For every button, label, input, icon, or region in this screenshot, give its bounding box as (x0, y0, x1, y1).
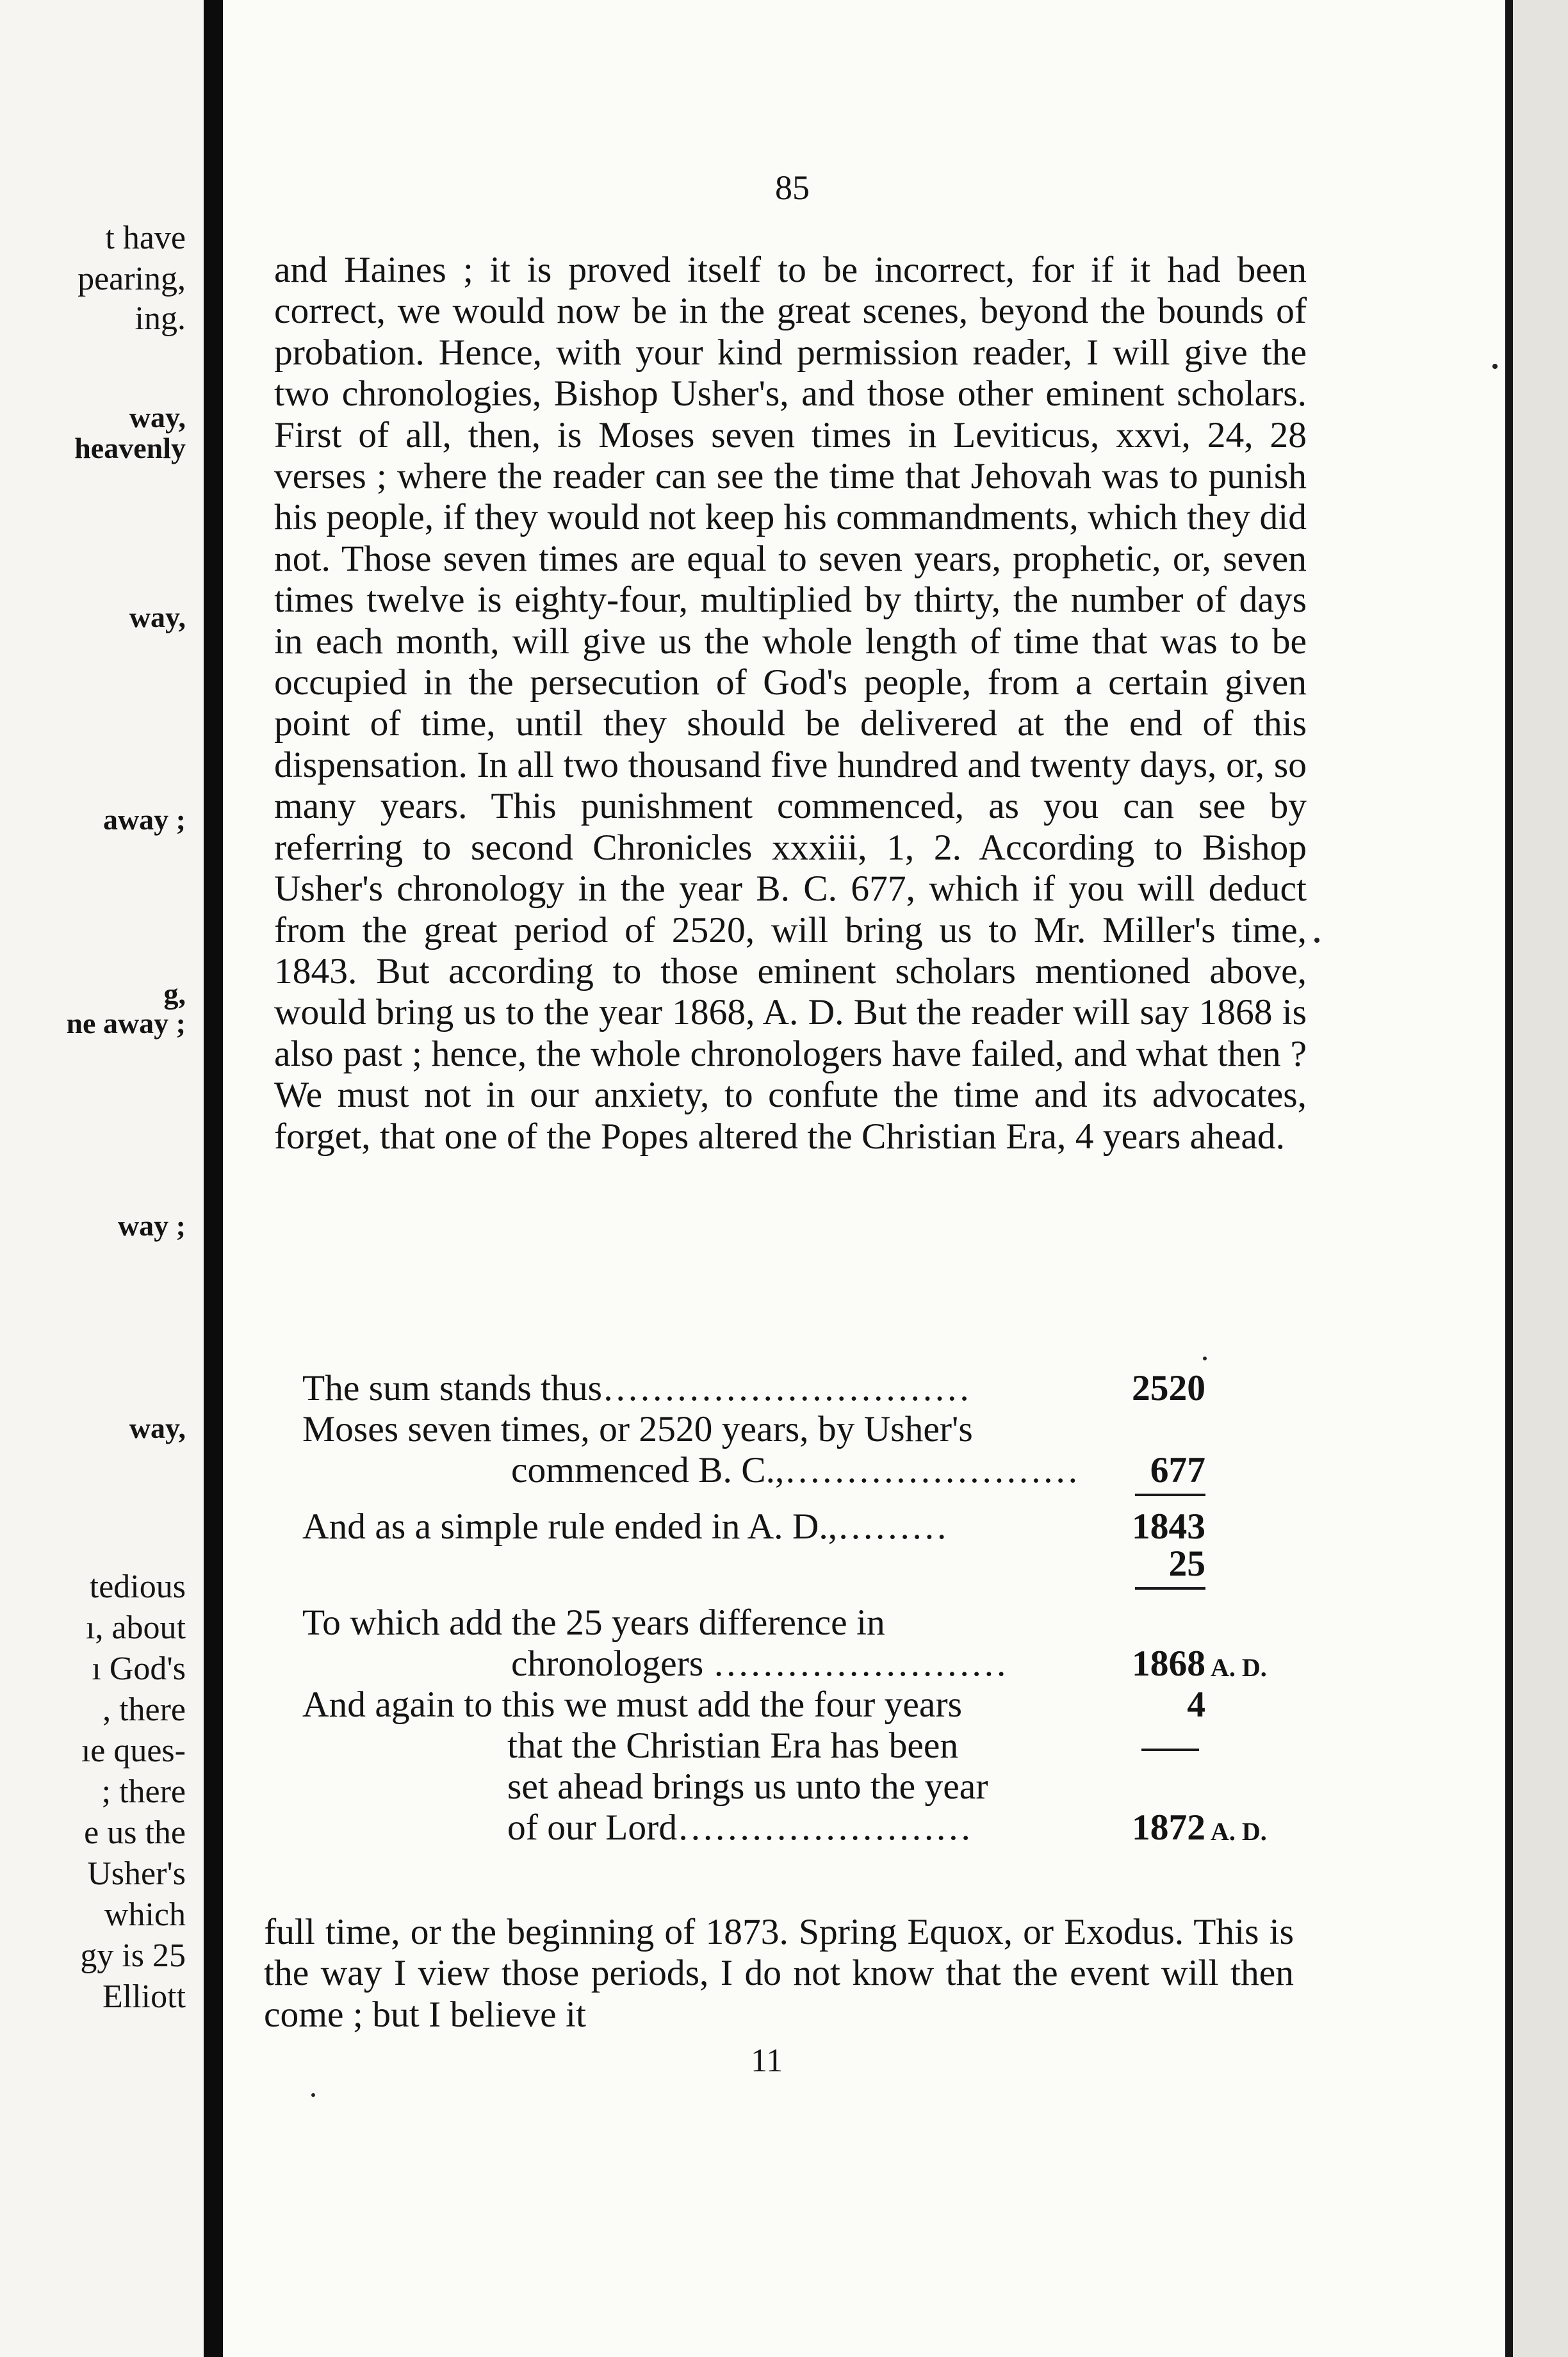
left-page-line: ı God's (92, 1651, 186, 1687)
left-page-fragment (0, 0, 204, 2357)
left-page-line: way, (129, 1412, 186, 1444)
left-page-line: ; there (101, 1774, 186, 1810)
sum-rule (1141, 1749, 1199, 1751)
left-page-line: t have (105, 220, 186, 256)
left-page-line: , there (102, 1692, 186, 1728)
sum-row (302, 1725, 1327, 1766)
body-paragraph: and Haines ; it is proved itself to be incorrect, for if it had been correct, we would now be in the great scenes, beyond the bounds of probation. Hence, with your kind permission reader, I will give the two chronologies, Bishop Usher's, and those other eminent scholars. First of all, then, is Moses seven times in Leviticus, xxvi, 24, 28 verses ; where the reader can see the time that Jehovah was to punish his people, if they would not keep his commandments, which they did not. Those seven times are equal to seven years, prophetic, or, seven times twelve is eighty-four, multiplied by thirty, the number of days in each month, will give us the whole length of time that was to be occupied in the persecution of God's people, from a certain given point of time, until they should be delivered at the end of this dispensation. In all two thousand five hundred and twenty days, or, so many years. This punishment commenced, as you can see by referring to second Chronicles xxxiii, 1, 2. According to Bishop Usher's chronology in the year B. C. 677, which if you will deduct from the great period of 2520, will bring us to Mr. Miller's time, 1843. But according to those eminent scholars mentioned above, would bring us to the year 1868, A. D. But the reader will say 1868 is also past ; hence, the whole chronologers have failed, and what then ? We must not in our anxiety, to confute the time and its advocates, forget, that one of the Popes altered the Christian Era, 4 years ahead. (274, 250, 1307, 1157)
sum-row (302, 1368, 1327, 1409)
left-page-line: ı, about (86, 1610, 186, 1646)
sum-label: The sum stands thus………………………… (302, 1368, 970, 1408)
scan-margin (1513, 0, 1568, 2357)
print-speck (311, 2093, 315, 2097)
sum-label: And again to this we must add the four years (302, 1684, 962, 1725)
left-page-line: pearing, (78, 261, 186, 297)
sum-label: of our Lord…………………… (507, 1807, 972, 1848)
sum-value: 25 (1168, 1544, 1205, 1584)
left-page-line: e us the (84, 1815, 186, 1851)
sum-label: that the Christian Era has been (507, 1725, 959, 1766)
left-page-line: way, (129, 401, 186, 434)
page-number: 85 (775, 168, 810, 207)
sum-label: chronologers …………………… (511, 1643, 1008, 1684)
era-suffix: A. D. (1211, 1653, 1267, 1682)
sum-row (302, 1506, 1327, 1547)
sum-row (302, 1450, 1327, 1491)
left-page-line: way ; (117, 1209, 186, 1242)
sum-table (302, 1368, 1327, 1848)
sum-row (302, 1766, 1327, 1807)
sum-row (302, 1603, 1327, 1643)
sum-value: 1843 (1132, 1506, 1205, 1547)
sum-label: And as a simple rule ended in A. D.,……… (302, 1506, 948, 1547)
sum-label: To which add the 25 years difference in (302, 1603, 885, 1643)
sum-value: 4 (1187, 1684, 1205, 1725)
sum-rule (1135, 1494, 1205, 1496)
sum-label: commenced B. C.,…………………… (511, 1450, 1079, 1490)
sum-row (302, 1544, 1327, 1584)
page-edge (1505, 0, 1513, 2357)
left-page-line: away ; (102, 803, 186, 836)
left-page-line: ing. (135, 300, 186, 337)
left-page-line: way, (129, 601, 186, 633)
print-speck (1314, 938, 1319, 943)
signature-mark: 11 (751, 2043, 783, 2079)
left-page-line: Elliott (102, 1978, 186, 2015)
left-page-line: g, (163, 977, 186, 1010)
left-page-line: gy is 25 (80, 1937, 186, 1974)
sum-row (302, 1684, 1327, 1725)
sum-value: 1868 (1132, 1643, 1205, 1684)
book-gutter (204, 0, 223, 2357)
left-page-line: ıe ques- (81, 1733, 186, 1769)
sum-label: Moses seven times, or 2520 years, by Usher's (302, 1409, 973, 1449)
left-page-line: Usher's (87, 1855, 186, 1892)
sum-value: 677 (1150, 1450, 1205, 1490)
left-page-line: ne away ; (66, 1007, 186, 1040)
sum-row (302, 1409, 1327, 1450)
left-page-line: tedious (89, 1569, 186, 1605)
left-page-line: heavenly (74, 432, 186, 464)
sum-row (302, 1807, 1327, 1848)
print-speck (1492, 364, 1498, 369)
left-page-line: which (104, 1896, 186, 1933)
sum-spacer (302, 1491, 1327, 1506)
sum-spacer (302, 1583, 1327, 1603)
sum-row (302, 1643, 1327, 1684)
sum-value: 1872 (1132, 1807, 1205, 1848)
print-speck (1203, 1357, 1207, 1360)
sum-rule (1135, 1587, 1205, 1590)
sum-label: set ahead brings us unto the year (507, 1766, 988, 1807)
era-suffix: A. D. (1211, 1817, 1267, 1846)
closing-paragraph: full time, or the beginning of 1873. Spring Equox, or Exodus. This is the way I view those periods, I do not know that the event will then come ; but I believe it (264, 1912, 1294, 2035)
sum-value: 2520 (1132, 1368, 1205, 1408)
